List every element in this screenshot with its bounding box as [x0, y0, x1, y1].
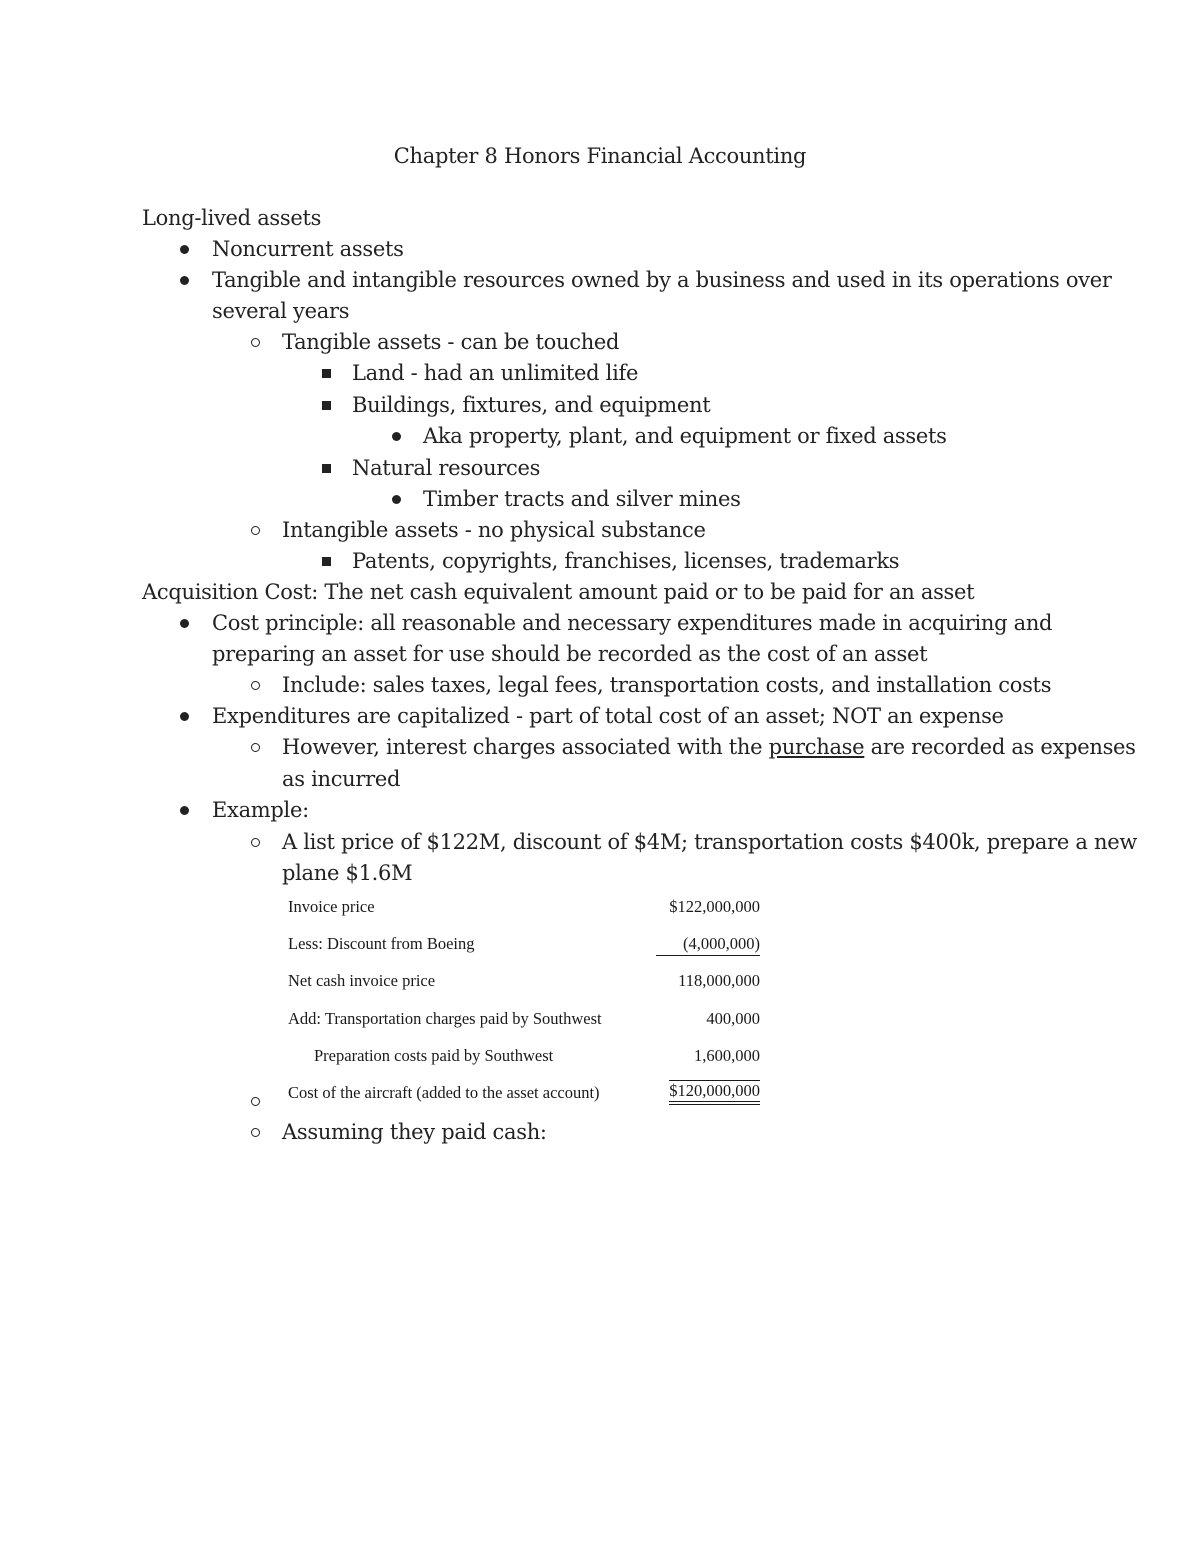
bullet-disc-icon [174, 608, 194, 639]
item-list-price-cont: plane $1.6M [282, 861, 413, 885]
heading-acquisition-cost: Acquisition Cost: The net cash equivalent amount paid or to be paid for an asset [142, 580, 975, 604]
page-title: Chapter 8 Honors Financial Accounting [393, 144, 807, 168]
item-aka: Aka property, plant, and equipment or fixed assets [423, 424, 947, 448]
discount-amount: (4,000,000) [656, 934, 760, 956]
item-assuming-cash: Assuming they paid cash: [282, 1120, 547, 1144]
item-expenditures: Expenditures are capitalized - part of total cost of an asset; NOT an expense [212, 704, 1004, 728]
bullet-disc-icon [386, 421, 406, 452]
item-patents: Patents, copyrights, franchises, licenses, trademarks [352, 549, 900, 573]
item-tangible-intangible: Tangible and intangible resources owned by a business and used in its operations over [212, 268, 1112, 292]
bullet-circle-icon [245, 515, 265, 546]
bullet-disc-icon [174, 234, 194, 265]
bullet-square-icon [316, 358, 336, 389]
item-tangible-assets: Tangible assets - can be touched [282, 330, 620, 354]
however-text-start: However, interest charges associated with the [282, 735, 769, 759]
bullet-square-icon [316, 390, 336, 421]
item-cost-principle: Cost principle: all reasonable and necessary expenditures made in acquiring and [212, 611, 1053, 635]
invoice-row-amount: 1,600,000 [694, 1046, 760, 1065]
invoice-row-label: Net cash invoice price [288, 971, 436, 990]
item-however [282, 732, 1136, 763]
item-tangible-intangible-cont: several years [212, 299, 350, 323]
invoice-row-label: Preparation costs paid by Southwest [314, 1046, 554, 1065]
underlined-purchase: purchase [768, 735, 865, 759]
item-land: Land - had an unlimited life [352, 361, 639, 385]
bullet-circle-icon [245, 732, 265, 763]
bullet-circle-icon [245, 1117, 265, 1148]
invoice-row-label: Add: Transportation charges paid by Southwest [288, 1009, 602, 1028]
item-list-price: A list price of $122M, discount of $4M; transportation costs $400k, prepare a new [282, 830, 1137, 854]
heading-long-lived: Long-lived assets [142, 206, 322, 230]
bullet-circle-icon [245, 827, 265, 858]
item-however-cont: as incurred [282, 767, 401, 791]
item-intangible-assets: Intangible assets - no physical substance [282, 518, 706, 542]
item-example: Example: [212, 798, 309, 822]
bullet-disc-icon [174, 265, 194, 296]
invoice-row-amount: $122,000,000 [669, 897, 760, 916]
bullet-disc-icon [174, 701, 194, 732]
bullet-circle-icon [245, 1086, 265, 1117]
bullet-disc-icon [174, 795, 194, 826]
bullet-square-icon [316, 453, 336, 484]
invoice-row-amount: 400,000 [706, 1009, 760, 1028]
invoice-row-amount [669, 1081, 760, 1101]
invoice-row-amount [656, 934, 760, 956]
invoice-row-label: Less: Discount from Boeing [288, 934, 475, 953]
item-include: Include: sales taxes, legal fees, transportation costs, and installation costs [282, 673, 1052, 697]
bullet-square-icon [316, 546, 336, 577]
item-natural-resources: Natural resources [352, 456, 541, 480]
bullet-disc-icon [386, 484, 406, 515]
invoice-row-label: Cost of the aircraft (added to the asset account) [288, 1083, 600, 1102]
item-timber: Timber tracts and silver mines [423, 487, 741, 511]
however-text-end: are recorded as expenses [864, 735, 1136, 759]
invoice-row-amount: 118,000,000 [678, 971, 760, 990]
item-noncurrent: Noncurrent assets [212, 237, 404, 261]
total-amount: $120,000,000 [669, 1080, 760, 1105]
invoice-row-label: Invoice price [288, 897, 375, 916]
bullet-circle-icon [245, 327, 265, 358]
item-buildings: Buildings, fixtures, and equipment [352, 393, 711, 417]
item-cost-principle-cont: preparing an asset for use should be recorded as the cost of an asset [212, 642, 928, 666]
bullet-circle-icon [245, 670, 265, 701]
